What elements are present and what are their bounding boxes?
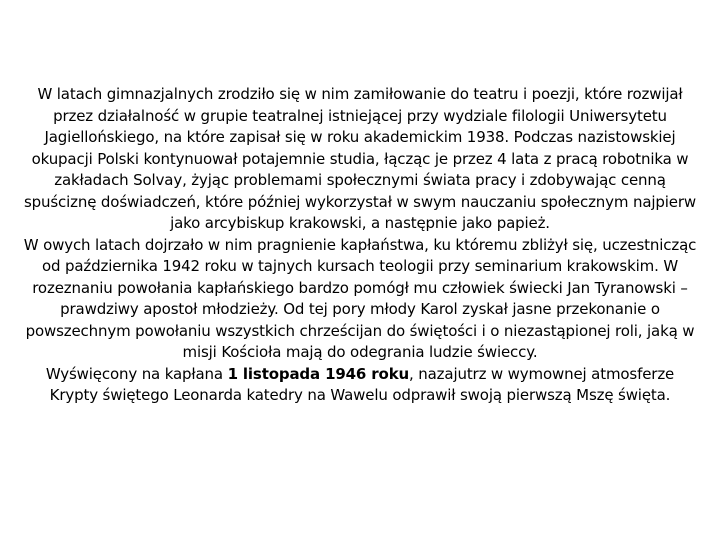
paragraph-2: W owych latach dojrzało w nim pragnienie kapłaństwa, ku któremu zbliżył się, uczestnicząc od października 1942 roku w tajnych kursach teologii przy seminarium krakowskim. W rozeznaniu powołania kapłańskiego bardzo pomógł mu człowiek świecki Jan Tyranowski – prawdziwy apostoł młodzieży. Od tej pory młody Karol zyskał jasne przekonanie o powszechnym powołaniu wszystkich chrześcijan do świętości i o niezastąpionej roli, jaką w misji Kościoła mają do odegrania ludzie świeccy.	[23, 235, 697, 361]
paragraph-1: W latach gimnazjalnych zrodziło się w nim zamiłowanie do teatru i poezji, które rozwijał przez działalność w grupie teatralnej istniejącej przy wydziale filologii Uniwersytetu Jagiellońskiego, na które zapisał się w roku akademickim 1938. Podczas nazistowskiej okupacji Polski kontynuował potajemnie studia, łącząc je przez 4 lata z pracą robotnika w zakładach Solvay, żyjąc problemami społecznymi świata pracy i zdobywając cenną spuściznę doświadczeń, które później wykorzystał w swym nauczaniu społecznym najpierw jako arcybiskup krakowski, a następnie jako papież.	[23, 85, 696, 232]
paragraph-3-end: , nazajutrz w wymownej atmosferze Krypty świętego Leonarda katedry na Wawelu odprawił swoją pierwszą Mszę święta.	[49, 364, 675, 404]
paragraph-3-start: Wyświęcony na kapłana	[45, 364, 228, 383]
paragraph-3	[22, 364, 698, 407]
text-block	[22, 84, 698, 407]
ordination-date: 1 listopada 1946 roku	[227, 364, 410, 383]
